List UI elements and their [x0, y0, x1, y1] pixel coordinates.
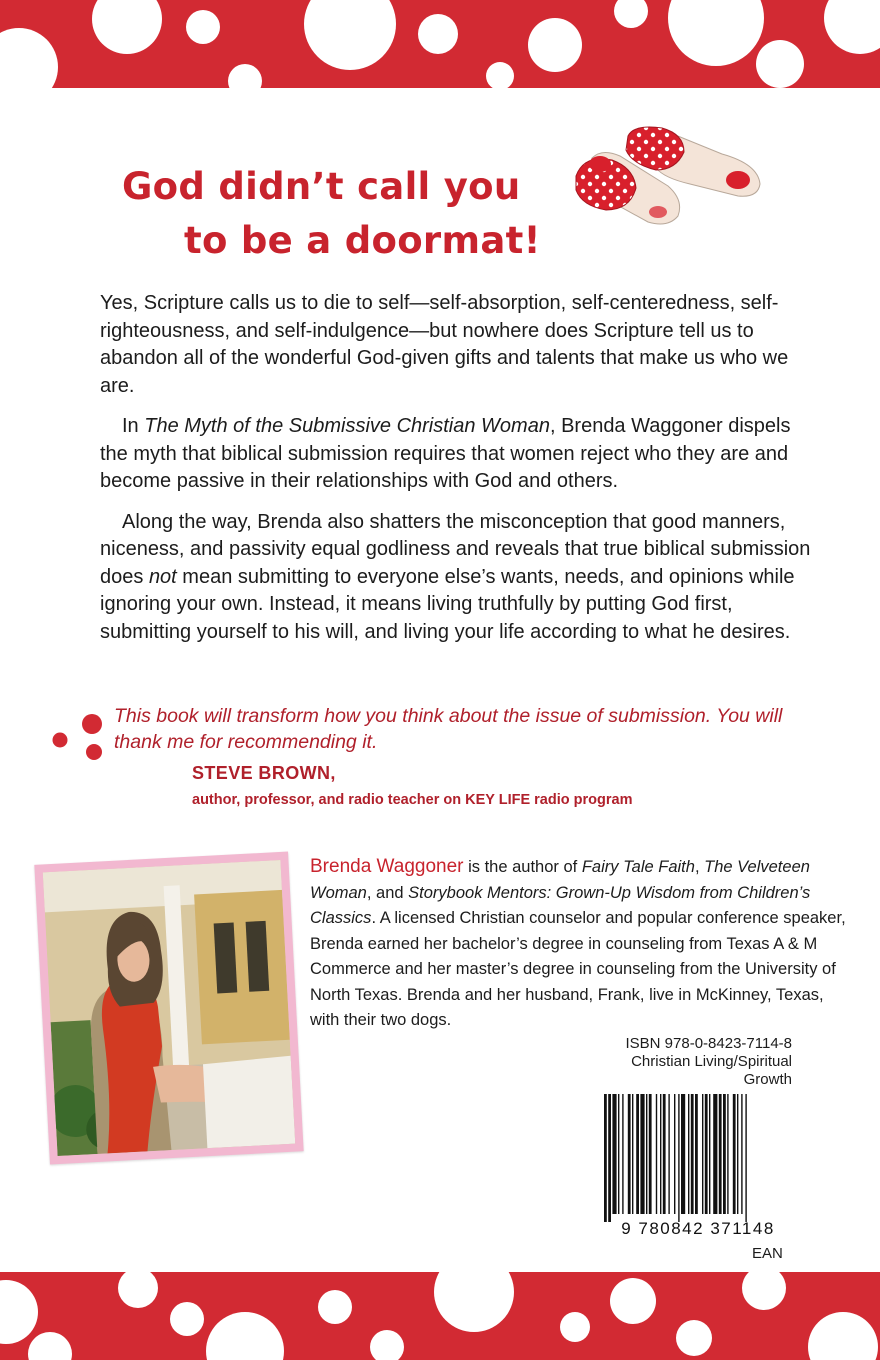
blurb-paragraph-1: Yes, Scripture calls us to die to self—self-absorption, self-centeredness, self-righteousness, and self-indulgence—but nowhere does Scripture tell us to abandon all of the wonderful God-given gifts and talents that make us who we are.	[100, 292, 789, 397]
blurb	[100, 290, 820, 659]
barcode-bar	[741, 1094, 742, 1214]
headline-line-1: God didn’t call you	[122, 165, 521, 208]
polka-dot	[756, 40, 804, 88]
author-name: Brenda Waggoner	[310, 856, 464, 877]
blurb-p3-rest: mean submitting to everyone else’s wants, needs, and opinions while ignoring your own. Instead, it means living truthfully by putting God first, submitting yourself to his will, and living your life according to what he desires.	[100, 565, 795, 643]
barcode-bar	[723, 1094, 726, 1214]
bio-separator: , and	[366, 883, 409, 902]
author-bio	[310, 854, 850, 1034]
polka-dot	[528, 18, 582, 72]
bio-text: . A licensed Christian counselor and popular conference speaker, Brenda earned her bachelor’s degree in counseling from Texas A & M Commerce and her master’s degree in counseling from the University of North Texas. Brenda and her husband, Frank, live in McKinney, Texas, with their two dogs.	[310, 909, 846, 1029]
polka-dot	[118, 1272, 158, 1308]
barcode-bar	[709, 1094, 710, 1214]
polka-dot	[486, 62, 514, 88]
barcode-bar	[636, 1094, 639, 1214]
barcode-bar	[719, 1094, 722, 1214]
barcode-bar	[622, 1094, 623, 1214]
barcode-bar	[727, 1094, 728, 1214]
barcode-digits: 9 780842 371148	[621, 1219, 775, 1238]
blurb-paragraph-2	[100, 413, 820, 496]
bio-separator: ,	[694, 858, 705, 876]
polka-dot	[824, 0, 880, 54]
barcode-bar	[674, 1094, 675, 1214]
barcode-bar	[733, 1094, 736, 1214]
polka-dot	[742, 1272, 786, 1310]
polka-dot	[170, 1302, 204, 1336]
polka-dot	[318, 1290, 352, 1324]
barcode-bar	[632, 1094, 633, 1214]
endorser-description: author, professor, and radio teacher on KEY LIFE radio program	[192, 792, 633, 808]
blurb-paragraph-3	[100, 509, 820, 647]
polka-dot	[668, 0, 764, 66]
product-info	[560, 1035, 792, 1089]
top-polka-dot-band	[0, 0, 880, 88]
author-photo	[34, 852, 303, 1165]
category-line-1: Christian Living/Spiritual	[631, 1053, 792, 1070]
barcode-bar	[702, 1094, 703, 1214]
barcode-bar	[640, 1094, 644, 1214]
barcode-bar	[695, 1094, 698, 1214]
barcode-bar	[608, 1094, 611, 1222]
book-title: Fairy Tale Faith	[581, 858, 695, 876]
headline-line-2: to be a doormat!	[184, 219, 541, 262]
book-title: The Velveteen Woman	[310, 858, 810, 902]
barcode-bar	[663, 1094, 666, 1214]
barcode-bar	[612, 1094, 616, 1214]
endorser-name: STEVE BROWN,	[192, 763, 336, 783]
polka-dot	[206, 1312, 284, 1360]
bio-text: is the author of	[463, 858, 582, 876]
polka-dot	[228, 64, 262, 88]
barcode-bar	[660, 1094, 661, 1214]
barcode-bar	[668, 1094, 669, 1214]
barcode-bar	[656, 1094, 657, 1214]
category-line-2: Growth	[743, 1071, 792, 1088]
bottom-polka-dot-band	[0, 1272, 880, 1360]
polka-dot	[614, 0, 648, 28]
barcode-bar	[745, 1094, 746, 1222]
blurb-p2-lead: In	[122, 415, 145, 437]
barcode-bar	[713, 1094, 717, 1214]
polka-dot	[370, 1330, 404, 1360]
polka-dot	[610, 1278, 656, 1324]
polka-dot	[434, 1272, 514, 1332]
author-portrait-image	[43, 860, 296, 1156]
blurb-p2-rest: , Brenda Waggoner dispels the myth that biblical submission requires that women reject who they are and become passive in their relationships with God and others.	[100, 415, 791, 492]
quote-dots-icon	[48, 712, 108, 762]
polka-dot	[28, 1332, 72, 1360]
polka-dot	[0, 28, 58, 88]
blurb-p3-emphasis: not	[148, 565, 177, 588]
isbn: ISBN 978-0-8423-7114-8	[625, 1035, 792, 1052]
blurb-p3-lead: Along the way, Brenda also shatters the misconception that good manners, niceness, and passivity equal godliness and reveals that true biblical submission does	[100, 510, 811, 588]
barcode-bar	[688, 1094, 689, 1214]
barcode-bar	[705, 1094, 708, 1214]
polka-dot	[186, 10, 220, 44]
barcode-bar	[604, 1094, 607, 1222]
barcode-bar	[681, 1094, 685, 1214]
barcode-bar	[618, 1094, 619, 1214]
headline	[122, 160, 582, 268]
book-title: The Myth of the Submissive Christian Woman	[144, 415, 550, 437]
barcode-bar	[628, 1094, 631, 1214]
polka-dot	[560, 1312, 590, 1342]
polka-dot	[304, 0, 396, 70]
polka-dot	[92, 0, 162, 54]
book-title: Storybook Mentors: Grown-Up Wisdom from Children’s Classics	[310, 883, 811, 927]
endorsement-quote: This book will transform how you think about the issue of submission. You will thank me for recommending it.	[114, 705, 783, 753]
polka-dot	[676, 1320, 712, 1356]
barcode-type-label: EAN	[752, 1245, 783, 1262]
barcode	[600, 1094, 796, 1244]
polka-dot	[0, 1280, 38, 1344]
barcode-bar	[678, 1094, 679, 1222]
polka-dot-slippers-illustration	[572, 124, 768, 234]
barcode-bar	[737, 1094, 738, 1214]
barcode-bar	[691, 1094, 694, 1214]
polka-dot	[808, 1312, 878, 1360]
barcode-bar	[646, 1094, 647, 1214]
barcode-bar	[649, 1094, 652, 1214]
polka-dot	[418, 14, 458, 54]
